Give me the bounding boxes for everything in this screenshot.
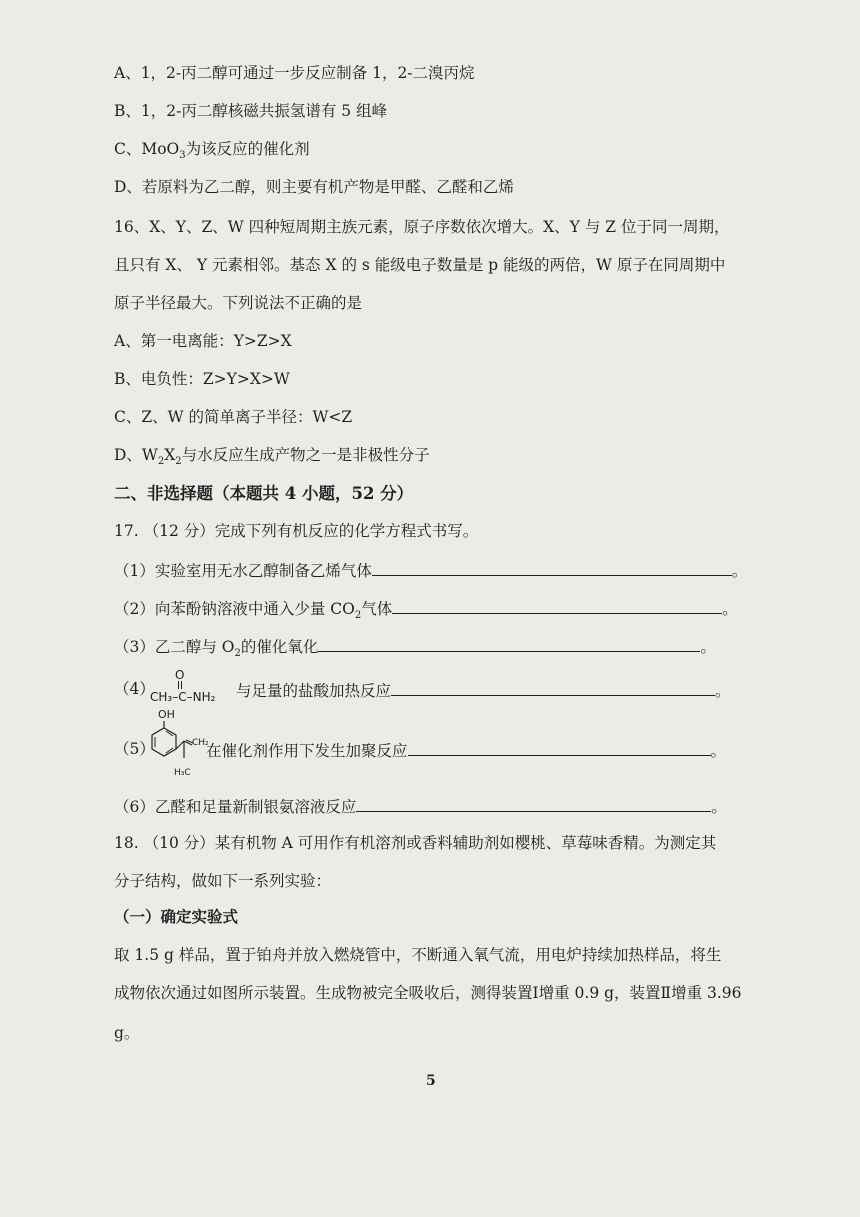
q18-stem-line-1: 18. （10 分）某有机物 A 可用作有机溶剂或香料辅助剂如樱桃、草莓味香精。为测定其 <box>114 834 717 852</box>
double-bond-line-1 <box>178 681 180 689</box>
page-number: 5 <box>426 1073 436 1089</box>
q17-p4-label: （4） <box>114 680 155 698</box>
q16-option-a: A、第一电离能：Y>Z>X <box>114 332 292 350</box>
h3c-label: H₃C <box>174 768 191 778</box>
q17-p2-pre: （2）向苯酚钠溶液中通入少量 CO <box>114 600 355 618</box>
q18-subheading: （一）确定实验式 <box>114 907 239 926</box>
q15-c-post: 为该反应的催化剂 <box>185 140 310 158</box>
end-mark-2: 。 <box>722 600 738 618</box>
q17-p2-post: 气体 <box>361 600 393 618</box>
q17-part-3 <box>114 636 716 660</box>
q15-option-c <box>114 140 310 162</box>
q16-d-rest: 与水反应生成产物之一是非极性分子 <box>181 446 430 464</box>
end-mark-1: 。 <box>731 562 748 580</box>
q17-part-4-text <box>236 680 731 701</box>
q17-p3-pre: （3）乙二醇与 O <box>114 638 235 656</box>
q18-body-line-2: 成物依次通过如图所示装置。生成物被完全吸收后，测得装置Ⅰ增重 0.9 g，装置Ⅱ增重 3.96 <box>114 984 742 1002</box>
q16-d-w: D、W <box>114 446 158 464</box>
hydroxyl-label: OH <box>158 708 175 721</box>
carbonyl-oxygen: O <box>175 668 185 682</box>
q17-p4-text: 与足量的盐酸加热反应 <box>236 682 392 700</box>
answer-blank-6[interactable] <box>356 796 711 812</box>
end-mark-5: 。 <box>710 742 727 760</box>
q18-body-line-3: g。 <box>114 1024 140 1042</box>
q16-d-x: X <box>164 446 176 464</box>
q17-p3-sub: 2 <box>234 648 241 660</box>
ch2-label: CH₂ <box>192 738 209 748</box>
q16-option-c: C、Z、W 的简单离子半径：W<Z <box>114 408 353 426</box>
answer-blank-5[interactable] <box>408 740 711 756</box>
answer-blank-2[interactable] <box>392 598 722 614</box>
q16-d-sub-w: 2 <box>157 456 165 468</box>
q16-stem-line-3: 原子半径最大。下列说法不正确的是 <box>114 294 363 312</box>
q17-p2-sub: 2 <box>354 610 362 622</box>
q16-option-d <box>114 446 430 468</box>
q16-stem-line-2: 且只有 X、 Y 元素相邻。基态 X 的 s 能级电子数量是 p 能级的两倍，W 原子在同周期中 <box>114 256 726 274</box>
q17-p5-text: 在催化剂作用下发生加聚反应 <box>206 742 408 760</box>
q17-p1-text: （1）实验室用无水乙醇制备乙烯气体 <box>114 562 372 580</box>
q18-body-line-1: 取 1.5 g 样品，置于铂舟并放入燃烧管中，不断通入氧气流，用电炉持续加热样品，将生 <box>114 946 722 964</box>
answer-blank-4[interactable] <box>391 680 715 696</box>
answer-blank-3[interactable] <box>318 636 700 652</box>
q17-p6-text: （6）乙醛和足量新制银氨溶液反应 <box>114 798 357 816</box>
q17-p5-label: （5） <box>114 740 155 758</box>
q17-part-4 <box>114 680 155 699</box>
q15-option-d: D、若原料为乙二醇，则主要有机产物是甲醛、乙醛和乙烯 <box>114 178 514 196</box>
double-bond-line-2 <box>181 681 183 689</box>
q15-c-sub: 3 <box>179 150 186 162</box>
end-mark-6: 。 <box>711 798 727 816</box>
end-mark-3: 。 <box>700 638 716 656</box>
q17-part-6 <box>114 796 727 817</box>
q16-d-sub-x: 2 <box>175 456 182 468</box>
q17-intro: 17. （12 分）完成下列有机反应的化学方程式书写。 <box>114 522 479 540</box>
q15-c-pre: C、MoO <box>114 140 180 158</box>
section-heading: 二、非选择题（本题共 4 小题，52 分） <box>114 484 414 503</box>
answer-blank-1[interactable] <box>372 560 732 576</box>
acetamide-formula: CH₃–C–NH₂ <box>150 690 216 704</box>
q17-p3-post: 的催化氧化 <box>240 638 319 656</box>
q15-option-a: A、1，2-丙二醇可通过一步反应制备 1，2-二溴丙烷 <box>114 64 475 82</box>
q17-part-5-text <box>206 740 726 761</box>
q17-part-2 <box>114 598 738 622</box>
q16-option-b: B、电负性：Z>Y>X>W <box>114 370 290 388</box>
q18-stem-line-2: 分子结构，做如下一系列实验： <box>114 872 332 890</box>
q17-part-1 <box>114 560 747 581</box>
end-mark-4: 。 <box>715 682 731 700</box>
q16-stem-line-1: 16、X、Y、Z、W 四种短周期主族元素，原子序数依次增大。X、Y 与 Z 位于同一周期， <box>114 218 730 236</box>
q15-option-b: B、1，2-丙二醇核磁共振氢谱有 5 组峰 <box>114 102 388 120</box>
